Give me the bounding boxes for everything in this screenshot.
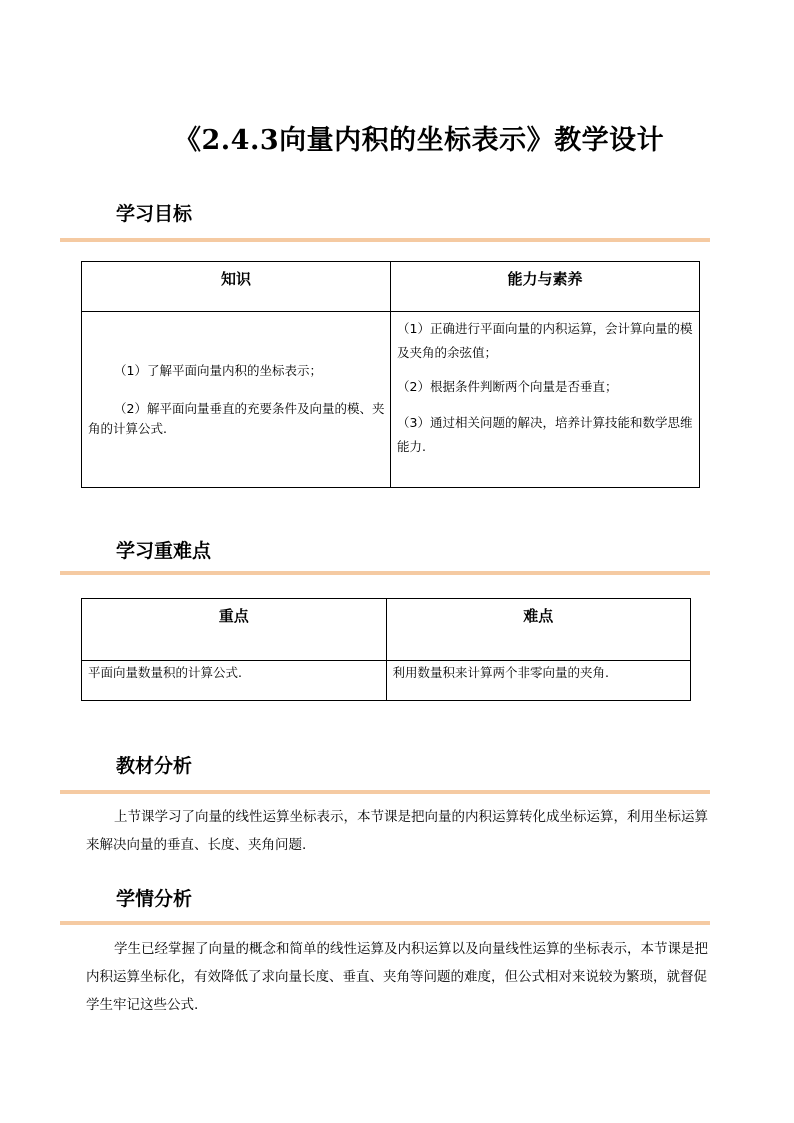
objectives-table [81, 261, 700, 488]
knowledge-item: （2）解平面向量垂直的充要条件及向量的模、夹角的计算公式. [88, 400, 385, 436]
table-header-knowledge: 知识 [82, 262, 391, 312]
ability-item: （2）根据条件判断两个向量是否垂直； [397, 379, 618, 394]
section-divider [60, 571, 710, 575]
document-title: 《2.4.3向量内积的坐标表示》教学设计 [174, 125, 665, 156]
section-heading-key-points: 学习重难点 [116, 540, 212, 562]
knowledge-cell [82, 312, 391, 488]
knowledge-item: （1）了解平面向量内积的坐标表示； [114, 362, 322, 378]
student-analysis-text: 学生已经掌握了向量的概念和简单的线性运算及内积运算以及向量线性运算的坐标表示，本节课是把内积运算坐标化，有效降低了求向量长度、垂直、夹角等问题的难度，但公式相对来说较为繁琐，就督促学生牢记这些公式. [86, 941, 708, 1013]
ability-item: （3）通过相关问题的解决，培养计算技能和数学思维能力. [397, 415, 693, 454]
ability-cell [391, 312, 700, 488]
key-points-table [81, 598, 691, 701]
section-divider [60, 238, 710, 242]
key-point-cell: 平面向量数量积的计算公式. [82, 661, 387, 701]
section-heading-objectives: 学习目标 [116, 203, 193, 225]
table-header-key-point: 重点 [82, 599, 387, 661]
section-divider [60, 921, 710, 925]
table-header-ability: 能力与素养 [391, 262, 700, 312]
section-heading-material: 教材分析 [116, 755, 193, 777]
section-divider [60, 790, 710, 794]
difficulty-cell: 利用数量积来计算两个非零向量的夹角. [386, 661, 691, 701]
section-heading-students: 学情分析 [116, 888, 193, 910]
table-header-difficulty: 难点 [386, 599, 691, 661]
material-analysis-text: 上节课学习了向量的线性运算坐标表示，本节课是把向量的内积运算转化成坐标运算，利用坐标运算来解决向量的垂直、长度、夹角问题. [86, 809, 708, 853]
ability-item: （1）正确进行平面向量的内积运算，会计算向量的模及夹角的余弦值； [397, 321, 693, 360]
